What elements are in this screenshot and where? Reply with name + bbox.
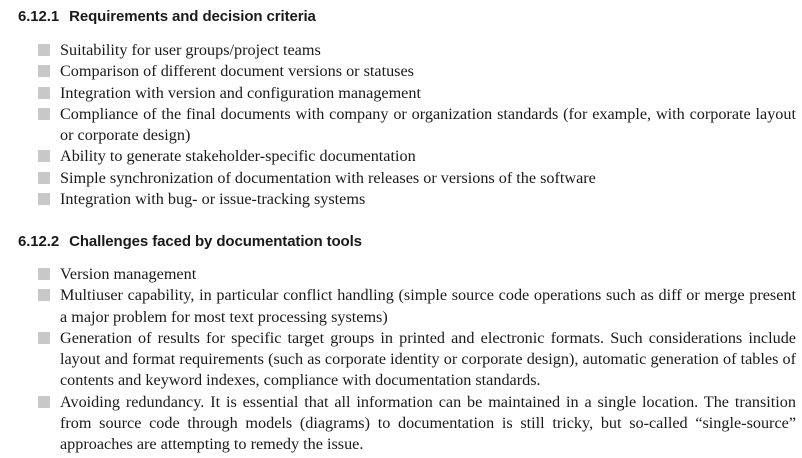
list-item xyxy=(38,40,796,61)
section-number: 6.12.2 xyxy=(18,233,60,250)
list-item-text: Version management xyxy=(60,265,197,283)
list-item xyxy=(38,328,796,392)
list-item xyxy=(38,146,796,167)
list-item-text: Simple synchronization of documentation with releases or versions of the software xyxy=(60,168,596,187)
requirements-list xyxy=(38,40,796,210)
list-item xyxy=(38,83,796,104)
square-bullet-icon xyxy=(38,396,50,408)
square-bullet-icon xyxy=(38,65,50,77)
list-item-text: Integration with bug- or issue-tracking systems xyxy=(60,190,366,209)
square-bullet-icon xyxy=(38,87,50,99)
list-item xyxy=(38,189,796,210)
list-item-text: Ability to generate stakeholder-specific documentation xyxy=(60,147,416,166)
list-item-text: Comparison of different document versions or statuses xyxy=(60,62,414,81)
list-item-text: Generation of results for specific target groups in printed and electronic formats. Such considerations include layout and format requirements (such as corporate identity or corporate design), automatic generation of tables of contents and keyword indexes, compliance with documentation standards. xyxy=(60,328,796,390)
list-item xyxy=(38,392,796,456)
list-item xyxy=(38,61,796,82)
list-item xyxy=(38,285,796,328)
list-item xyxy=(38,104,796,147)
section-title: Challenges faced by documentation tools xyxy=(69,233,362,250)
list-item-text: Integration with version and configuration management xyxy=(60,83,421,102)
section-heading-6-12-1 xyxy=(18,8,316,25)
square-bullet-icon xyxy=(38,332,50,344)
square-bullet-icon xyxy=(38,289,50,301)
list-item-text: Compliance of the final documents with company or organization standards (for example, with corporate layout or corporate design) xyxy=(60,104,796,145)
list-item xyxy=(38,264,796,285)
square-bullet-icon xyxy=(38,150,50,162)
square-bullet-icon xyxy=(38,44,50,56)
list-item-text: Suitability for user groups/project teams xyxy=(60,41,321,59)
challenges-list xyxy=(38,264,796,456)
square-bullet-icon xyxy=(38,108,50,120)
section-title: Requirements and decision criteria xyxy=(69,8,316,25)
list-item-text: Multiuser capability, in particular conflict handling (simple source code operations such as diff or merge present a major problem for most text processing systems) xyxy=(60,286,796,326)
square-bullet-icon xyxy=(38,193,50,205)
square-bullet-icon xyxy=(38,268,50,280)
list-item-text: Avoiding redundancy. It is essential that all information can be maintained in a single location. The transition from source code through models (diagrams) to documentation is still tricky, but so-called “single-source” approaches are attempting to remedy the issue. xyxy=(60,392,796,454)
square-bullet-icon xyxy=(38,172,50,184)
list-item xyxy=(38,168,796,189)
section-number: 6.12.1 xyxy=(18,8,60,25)
section-heading-6-12-2 xyxy=(18,233,362,250)
